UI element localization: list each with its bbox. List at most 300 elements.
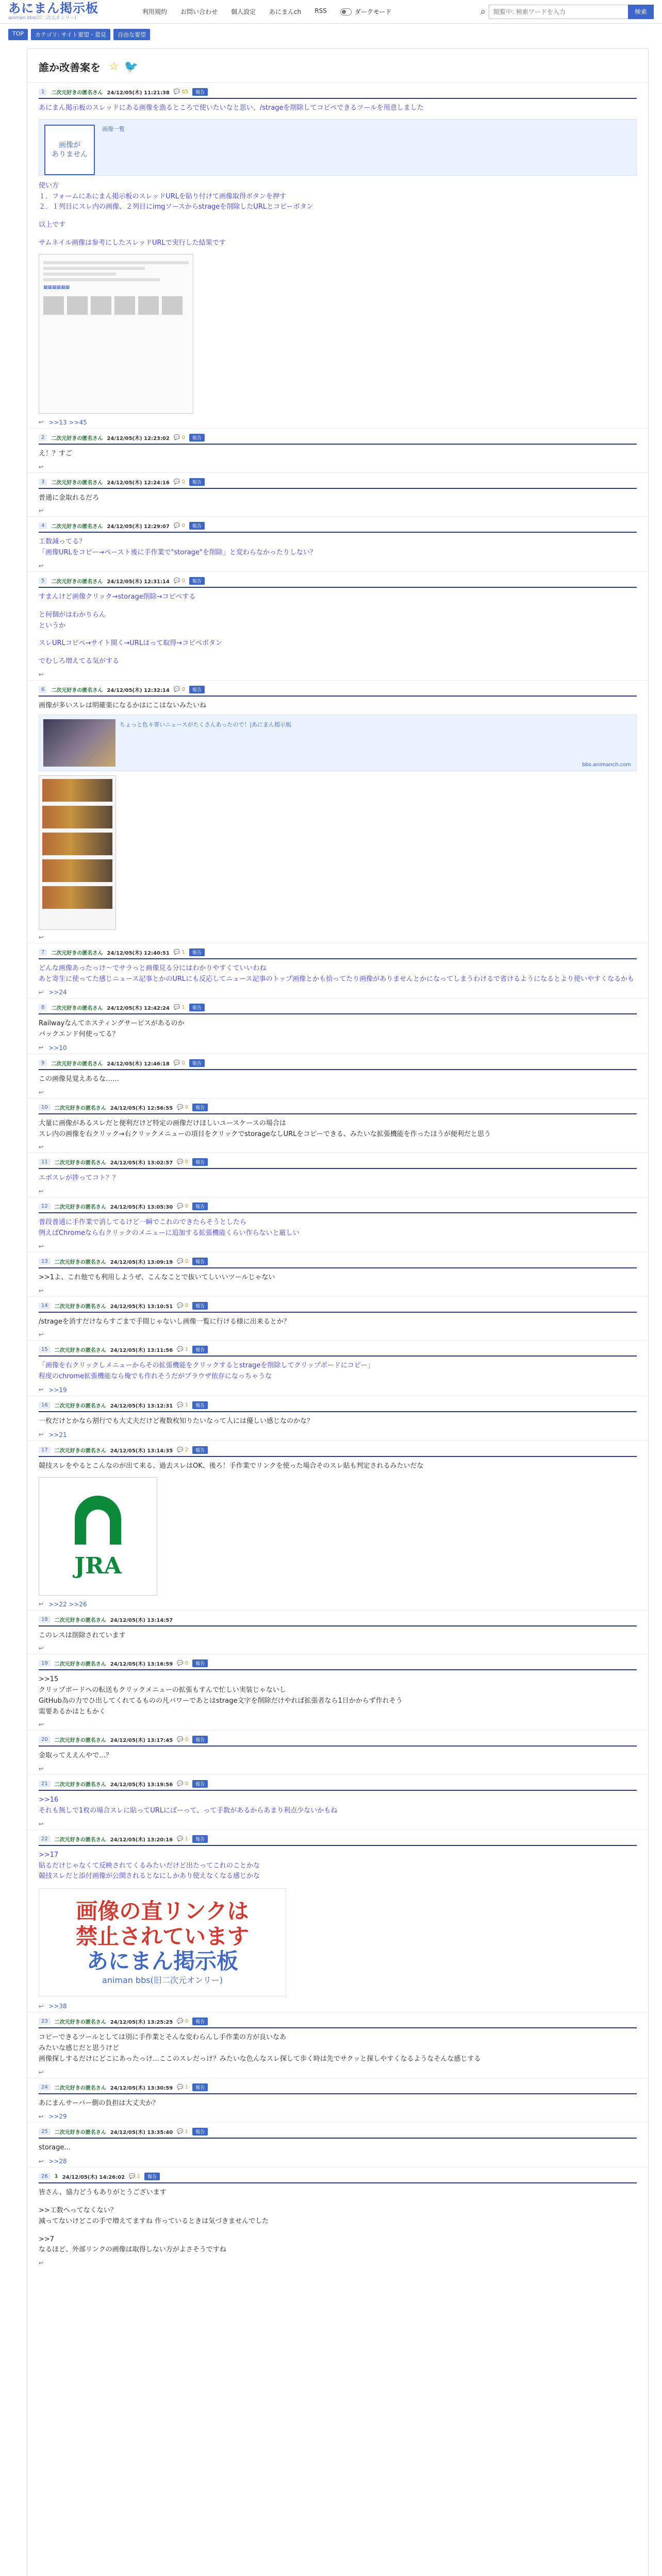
reply-count[interactable] (174, 687, 185, 692)
post-divider (39, 532, 637, 533)
report-button[interactable]: 報告 (192, 2018, 208, 2025)
reply-count[interactable] (177, 1660, 188, 1666)
post (27, 1340, 648, 1396)
reply-count[interactable] (174, 435, 185, 440)
reply-count-value: 1 (185, 2084, 189, 2090)
reply-count[interactable] (174, 1060, 185, 1066)
post-footer (39, 989, 637, 996)
post-body (39, 701, 637, 711)
post-date: 24/12/05(木) 12:32:14 (107, 687, 170, 693)
reply-arrow-icon[interactable]: ↩ (39, 2069, 44, 2076)
post-line: >>工数へってなくない？ (39, 2207, 117, 2215)
reply-arrow-icon[interactable]: ↩ (39, 1431, 44, 1438)
report-button[interactable]: 報告 (192, 2128, 208, 2136)
post-footer (39, 1821, 637, 1827)
post-body (39, 493, 637, 504)
post-meta (39, 2128, 637, 2136)
reply-arrow-icon[interactable]: ↩ (39, 2113, 44, 2120)
post-meta (39, 1616, 637, 1623)
report-button[interactable]: 報告 (192, 1835, 208, 1843)
post-date: 24/12/05(木) 12:31:14 (107, 579, 170, 585)
reply-count[interactable] (174, 578, 185, 584)
post-date: 24/12/05(木) 12:56:55 (110, 1105, 173, 1111)
post-meta (39, 2018, 637, 2025)
post-meta (39, 1401, 637, 1409)
post-number[interactable]: 20 (39, 1736, 51, 1743)
reply-count[interactable] (174, 1005, 185, 1010)
report-button[interactable]: 報告 (192, 1346, 208, 1353)
post (27, 516, 648, 571)
reply-arrow-icon[interactable]: ↩ (39, 1287, 44, 1294)
report-button[interactable]: 報告 (192, 1202, 208, 1210)
reply-arrow-icon[interactable]: ↩ (39, 463, 44, 470)
post-number[interactable]: 5 (39, 578, 47, 584)
reply-count-value: 0 (181, 1060, 185, 1066)
post-line: 競技スレをやるとこんなのが出て来る、過去スレはOK、後ろ！手作業でリンクを使った場合そのスレ貼も判定されるみたいだな (39, 1462, 424, 1470)
post-number[interactable]: 19 (39, 1660, 51, 1667)
reply-count-value: 1 (185, 1347, 189, 1353)
report-button[interactable]: 報告 (192, 1659, 208, 1667)
post-list (27, 83, 648, 2268)
post-author: 二次元好きの匿名さん (54, 1205, 106, 1211)
news-card-title: ちょっと色々寄いニュースがたくさんあったので！|あにまん掲示板 (120, 721, 292, 728)
post-author: 二次元好きの匿名さん (54, 1448, 106, 1454)
post-line: このレスは削除されています (39, 1631, 126, 1639)
nav-animanch[interactable]: あにまんch (269, 8, 302, 15)
reply-anchors[interactable]: >>22 >>26 (48, 1600, 87, 1608)
reply-count[interactable] (177, 2019, 188, 2024)
post-line: Railwayなんてホスティングサービスがあるのか (39, 1020, 185, 1028)
dark-mode-toggle[interactable] (340, 7, 392, 16)
report-button[interactable]: 報告 (189, 522, 205, 530)
post-meta (39, 1059, 637, 1067)
post-number[interactable]: 2 (39, 434, 47, 441)
post-body (39, 2098, 637, 2109)
post-date: 24/12/05(木) 12:23:02 (107, 435, 170, 442)
post-divider (39, 444, 637, 445)
post (27, 1153, 648, 1197)
reply-count-value: 1 (185, 1836, 189, 1842)
reply-arrow-icon[interactable]: ↩ (39, 1243, 44, 1250)
post-date: 24/12/05(木) 13:10:51 (110, 1303, 173, 1310)
post-footer (39, 507, 637, 514)
report-button[interactable]: 報告 (189, 948, 205, 956)
attached-screenshot[interactable] (39, 254, 193, 414)
twitter-share-icon[interactable]: 🐦 (124, 60, 139, 73)
post-meta (39, 577, 637, 585)
reply-anchors[interactable]: >>29 (48, 2113, 67, 2121)
post-number[interactable]: 11 (39, 1159, 51, 1165)
reply-arrow-icon[interactable]: ↩ (39, 934, 44, 941)
favorite-star-icon[interactable]: ☆ (109, 60, 119, 73)
post-number[interactable]: 1 (39, 89, 47, 95)
post-date: 24/12/05(木) 13:20:16 (110, 1837, 173, 1843)
post-date: 24/12/05(木) 12:29:07 (107, 524, 170, 530)
post-body (39, 2032, 637, 2064)
reply-arrow-icon[interactable]: ↩ (39, 989, 44, 996)
reply-bubble-icon: 💬 (173, 949, 180, 955)
post-line: スレURLコピペ→サイト開く→URLはって取得→コピペボタン (39, 639, 222, 648)
reply-bubble-icon: 💬 (177, 1660, 184, 1667)
post-number[interactable]: 8 (39, 1004, 47, 1011)
nav-terms[interactable]: 利用規約 (142, 8, 168, 15)
reply-anchors[interactable]: >>10 (48, 1044, 67, 1052)
post-number[interactable]: 23 (39, 2018, 51, 2025)
post-line: >>17 (39, 1851, 59, 1859)
reply-arrow-icon[interactable]: ↩ (39, 1144, 44, 1151)
reply-arrow-icon[interactable]: ↩ (39, 671, 44, 678)
report-button[interactable]: 報告 (144, 2173, 160, 2180)
post-date: 24/12/05(木) 13:14:35 (110, 1448, 173, 1454)
post-date: 24/12/05(木) 12:40:51 (107, 950, 170, 956)
reply-anchors[interactable]: >>19 (48, 1386, 67, 1394)
post-footer (39, 934, 637, 941)
post-number[interactable]: 4 (39, 522, 47, 529)
post-line: サムネイル画像は参考にしたスレッドURLで実行した結果です (39, 239, 226, 247)
post-number[interactable]: 12 (39, 1203, 51, 1210)
post-line: スレ内の画像を右クリック→右クリックメニューの項目をクリックでstorageなしURLをコピーできる、みたいな拡張機能を作ったほうが便利だと思う (39, 1130, 491, 1138)
post-footer (39, 1721, 637, 1728)
reply-arrow-icon[interactable]: ↩ (39, 1044, 44, 1052)
reply-arrow-icon[interactable]: ↩ (39, 1188, 44, 1195)
post-line: 減ってないけどこの手で増えてますね 作っているときは気づきませんでした (39, 2217, 269, 2225)
post (27, 472, 648, 517)
reply-count[interactable] (177, 1447, 188, 1453)
post-line: 画像が多いスレは明確楽になるかはにこはないみたいね (39, 701, 207, 709)
reply-count-value: 0 (185, 1660, 189, 1667)
report-button[interactable]: 報告 (192, 1446, 208, 1454)
post-date: 24/12/05(木) 11:21:38 (107, 90, 170, 96)
post-footer (39, 2260, 637, 2266)
reply-bubble-icon: 💬 (177, 1836, 184, 1842)
reply-count-value: 0 (185, 1159, 189, 1165)
jra-logo-image[interactable] (39, 1477, 157, 1596)
breadcrumb (0, 24, 662, 40)
post-footer (39, 2069, 637, 2076)
post-date: 24/12/05(木) 13:19:56 (110, 1782, 173, 1788)
post-divider (39, 1113, 637, 1114)
post-line: コピーできるツールとしては別に手作業とそんな変わらんし手作業の方が良いなあ (39, 2033, 286, 2042)
post-divider (39, 1456, 637, 1457)
reply-arrow-icon[interactable]: ↩ (39, 1645, 44, 1652)
reply-count[interactable] (177, 1836, 188, 1842)
post-divider (39, 1267, 637, 1268)
logo-title: あにまん掲示板 (8, 1, 98, 16)
reply-arrow-icon[interactable]: ↩ (39, 2003, 44, 2010)
hotlink-banned-image[interactable] (39, 1888, 286, 1996)
reply-count-value: 0 (181, 523, 185, 529)
post-author: 二次元好きの匿名さん (54, 1837, 106, 1843)
reply-arrow-icon[interactable]: ↩ (39, 419, 44, 426)
post-meta (39, 88, 637, 96)
post-body (39, 1173, 637, 1184)
report-button[interactable]: 報告 (192, 1736, 208, 1743)
post (27, 1296, 648, 1341)
report-button[interactable]: 報告 (192, 1302, 208, 1310)
post-divider (39, 2182, 637, 2183)
post-line: なるほど、外部リンクの画像は取得しない方がよさそうですね (39, 2246, 226, 2254)
post-author: 二次元好きの匿名さん (54, 1403, 106, 1409)
post-divider (39, 488, 637, 489)
post-footer (39, 671, 637, 678)
report-button[interactable]: 報告 (192, 2083, 208, 2091)
reply-count[interactable] (177, 1159, 188, 1165)
post-body (39, 537, 637, 558)
post-line: storage… (39, 2144, 71, 2152)
post-number[interactable]: 16 (39, 1402, 51, 1409)
post-body (39, 103, 637, 114)
reply-count-value: 0 (185, 2019, 189, 2025)
post-number[interactable]: 10 (39, 1104, 51, 1111)
post-line: あにまん掲示板のスレッドにある画像を漁るところで使いたいなと思い、/strageを削除してコピペできるツールを用意しました (39, 104, 424, 112)
reply-arrow-icon[interactable]: ↩ (39, 1601, 44, 1607)
report-button[interactable]: 報告 (189, 577, 205, 585)
reply-count[interactable] (177, 1737, 188, 1742)
post-line: 普通に金取れるだろ (39, 494, 100, 502)
post-body (39, 2188, 637, 2256)
post-line: でむしろ増えてる気がする (39, 657, 120, 666)
reply-arrow-icon[interactable]: ↩ (39, 1089, 44, 1096)
post-number[interactable]: 15 (39, 1346, 51, 1353)
report-button[interactable]: 報告 (189, 434, 205, 442)
post-body (39, 1416, 637, 1427)
report-button[interactable]: 報告 (192, 1401, 208, 1409)
post-line: 一枚だけとかなら割行でも大丈夫だけど複数枚知りたいなって人には優しい感じなのかな？ (39, 1417, 314, 1425)
reply-bubble-icon: 💬 (173, 1060, 180, 1066)
post-date: 24/12/05(木) 13:16:59 (110, 1662, 173, 1668)
reply-arrow-icon[interactable]: ↩ (39, 2158, 44, 2165)
blank-line (39, 2198, 637, 2206)
blank-line (39, 631, 637, 638)
site-logo[interactable] (8, 2, 111, 21)
post-body (39, 1317, 637, 1328)
reply-bubble-icon: 💬 (173, 523, 180, 529)
reply-arrow-icon[interactable]: ↩ (39, 562, 44, 569)
reply-anchors[interactable]: >>13 >>45 (48, 418, 87, 426)
post-line: エボスレが捗ってコト？？ (39, 1174, 120, 1182)
toggle-switch-icon[interactable] (340, 8, 352, 15)
reply-count[interactable] (177, 1204, 188, 1209)
reply-arrow-icon[interactable]: ↩ (39, 1820, 44, 1827)
reply-count[interactable] (129, 2174, 140, 2179)
reply-count[interactable] (177, 1402, 188, 1408)
post-line: というか (39, 621, 66, 630)
reply-count[interactable] (177, 1105, 188, 1110)
dark-mode-label: ダークモード (354, 8, 392, 15)
post-author: 二次元好きの匿名さん (51, 1006, 103, 1012)
post (27, 2012, 648, 2077)
reply-count[interactable] (177, 1347, 188, 1352)
post-number[interactable]: 21 (39, 1781, 51, 1787)
post-body (39, 1217, 637, 1239)
post-meta (39, 1302, 637, 1310)
post-number[interactable]: 6 (39, 686, 47, 693)
post-body (39, 2143, 637, 2154)
banned-logo-sub: animan bbs(旧二次元オンリー) (102, 1975, 223, 1986)
reply-arrow-icon[interactable]: ↩ (39, 1386, 44, 1394)
post-number[interactable]: 24 (39, 2084, 51, 2091)
reply-bubble-icon: 💬 (177, 1347, 184, 1353)
reply-count[interactable] (174, 89, 188, 95)
banned-line-2: 禁止されています (75, 1923, 249, 1949)
reply-anchors[interactable]: >>38 (48, 2003, 67, 2010)
link-preview-card[interactable] (39, 119, 637, 176)
post (27, 83, 648, 428)
reply-anchors[interactable]: >>21 (48, 1431, 67, 1438)
post-line: クリップボードへの転送もクリックメニューの拡張もすんで忙しい実装じゃないし (39, 1686, 286, 1694)
news-link-card[interactable] (39, 715, 637, 771)
report-button[interactable]: 報告 (192, 1258, 208, 1265)
reply-count-value: 0 (181, 578, 185, 584)
post-number[interactable]: 9 (39, 1060, 47, 1066)
post-body (39, 963, 637, 985)
reply-arrow-icon[interactable]: ↩ (39, 507, 44, 515)
reply-bubble-icon: 💬 (173, 1005, 180, 1011)
post-body (39, 449, 637, 460)
post-author: 二次元好きの匿名さん (54, 1662, 106, 1668)
post-meta (39, 478, 637, 486)
post-divider (39, 1069, 637, 1070)
post-date: 24/12/05(木) 13:05:30 (110, 1205, 173, 1211)
reply-arrow-icon[interactable]: ↩ (39, 1721, 44, 1728)
post-line: 工数減ってる？ (39, 538, 86, 546)
nav-settings[interactable]: 個人設定 (231, 8, 256, 15)
report-button[interactable]: 報告 (189, 1059, 205, 1067)
report-button[interactable]: 報告 (189, 686, 205, 693)
post (27, 680, 648, 943)
search-input[interactable] (489, 5, 628, 19)
post-date: 24/12/05(木) 13:35:40 (110, 2130, 173, 2136)
post-number[interactable]: 3 (39, 479, 47, 485)
post-line: この画像見覚えあるな…… (39, 1075, 120, 1083)
nav-rss[interactable]: RSS (315, 7, 327, 14)
post-line: 金取ってええんやで…？ (39, 1752, 113, 1760)
post-body (39, 1273, 637, 1283)
post-author: 二次元好きの匿名さん (54, 1348, 106, 1354)
reply-count[interactable] (177, 1781, 188, 1787)
post-date: 24/12/05(木) 14:26:02 (62, 2175, 125, 2181)
post-line: 使い方 (39, 181, 59, 190)
post-divider (39, 1312, 637, 1313)
reply-anchors[interactable]: >>28 (48, 2158, 67, 2165)
reply-count[interactable] (177, 1303, 188, 1309)
post-number[interactable]: 22 (39, 1836, 51, 1842)
reply-bubble-icon: 💬 (177, 1781, 184, 1787)
post-number[interactable]: 17 (39, 1447, 51, 1453)
post-divider (39, 1790, 637, 1791)
post-footer (39, 1645, 637, 1652)
post-date: 24/12/05(木) 12:46:18 (107, 1061, 170, 1067)
post-line: すまんけど画像クリック→storage削除→コピペする (39, 592, 196, 601)
nav-contact[interactable]: お問い合わせ (180, 8, 218, 15)
post-author: 二次元好きの匿名さん (54, 1303, 106, 1310)
post-body (39, 1850, 637, 1882)
report-button[interactable]: 報告 (189, 1004, 205, 1011)
reply-anchors[interactable]: >>24 (48, 989, 67, 996)
post-number[interactable]: 25 (39, 2128, 51, 2135)
post-meta (39, 1104, 637, 1111)
post (27, 2122, 648, 2167)
post-number[interactable]: 13 (39, 1258, 51, 1265)
post-date: 24/12/05(木) 13:30:59 (110, 2085, 173, 2091)
post-author: 二次元好きの匿名さん (54, 2130, 106, 2136)
report-button[interactable]: 報告 (189, 478, 205, 486)
post-number[interactable]: 14 (39, 1302, 51, 1309)
post-line: 貼るだけじゃなくて反映されてくるみたいだけど出たってこれのことかな (39, 1861, 260, 1870)
post-number[interactable]: 18 (39, 1616, 51, 1623)
post-divider (39, 1745, 637, 1747)
post-meta (39, 686, 637, 693)
search-button[interactable]: 検索 (628, 5, 654, 19)
reply-bubble-icon: 💬 (177, 1402, 184, 1408)
post-line: え！？すご (39, 449, 73, 457)
post-number[interactable]: 26 (39, 2173, 51, 2180)
post-line: 競技スレだと添付画像が公開されるとなにしかあり使えなくなる感じかな (39, 1872, 260, 1880)
post-line: 「画像URLをコピー→ペースト後に手作業で"storage"を削除」と変わらなかったりしない？ (39, 549, 317, 557)
top-nav (142, 7, 327, 16)
reply-arrow-icon[interactable]: ↩ (39, 2260, 44, 2267)
post-footer (39, 2158, 637, 2165)
post-footer (39, 1766, 637, 1772)
search-bar (481, 5, 654, 19)
reply-count[interactable] (177, 1259, 188, 1264)
reply-bubble-icon: 💬 (177, 1447, 184, 1453)
post-author: 二次元好きの匿名さん (54, 2020, 106, 2026)
post-footer (39, 1089, 637, 1096)
reply-arrow-icon[interactable]: ↩ (39, 1331, 44, 1338)
reply-count[interactable] (177, 2129, 188, 2134)
reply-count[interactable] (177, 2084, 188, 2090)
post-body (39, 1074, 637, 1085)
reply-bubble-icon: 💬 (173, 686, 180, 692)
post-date: 24/12/05(木) 13:25:25 (110, 2020, 173, 2026)
post-line: みたいな感じだと思うけど (39, 2044, 120, 2053)
news-card-domain: bbs.animanch.com (582, 761, 631, 768)
post-line: /strageを消すだけならすごまで手間じゃないし画像一覧に行ける様に出来るとか？ (39, 1317, 290, 1326)
post-meta (39, 1446, 637, 1454)
jra-horseshoe-icon (64, 1493, 131, 1550)
breadcrumb-top[interactable]: TOP (8, 29, 28, 40)
report-button[interactable]: 報告 (192, 1780, 208, 1788)
post-body (39, 1751, 637, 1761)
post (27, 2078, 648, 2123)
post-line: >>15 (39, 1675, 59, 1684)
post-meta (39, 1835, 637, 1843)
post-body (39, 1461, 637, 1472)
post-footer (39, 1144, 637, 1150)
reply-arrow-icon[interactable]: ↩ (39, 1766, 44, 1773)
report-button[interactable]: 報告 (192, 1104, 208, 1111)
breadcrumb-category[interactable]: カテゴリ: サイト要望・意見 (31, 29, 110, 40)
reply-count[interactable] (174, 479, 185, 485)
post (27, 1730, 648, 1774)
post-line: 例えばChromeなら右クリックのメニューに追加する拡張機能くらい作らないと厳しい (39, 1229, 300, 1237)
breadcrumb-subcategory[interactable]: 自由な要望 (113, 29, 150, 40)
reply-bubble-icon: 💬 (173, 479, 180, 485)
post-number[interactable]: 7 (39, 949, 47, 956)
attached-image[interactable] (39, 775, 116, 930)
reply-bubble-icon: 💬 (177, 1204, 184, 1210)
report-button[interactable]: 報告 (192, 1158, 208, 1166)
reply-count-value: 1 (181, 949, 185, 955)
post-meta (39, 948, 637, 956)
post (27, 998, 648, 1054)
post-line: 需要あるかはともかく (39, 1707, 106, 1716)
report-button[interactable]: 報告 (192, 88, 208, 96)
reply-count[interactable] (174, 950, 185, 955)
reply-count[interactable] (174, 523, 185, 529)
post-meta (39, 522, 637, 530)
